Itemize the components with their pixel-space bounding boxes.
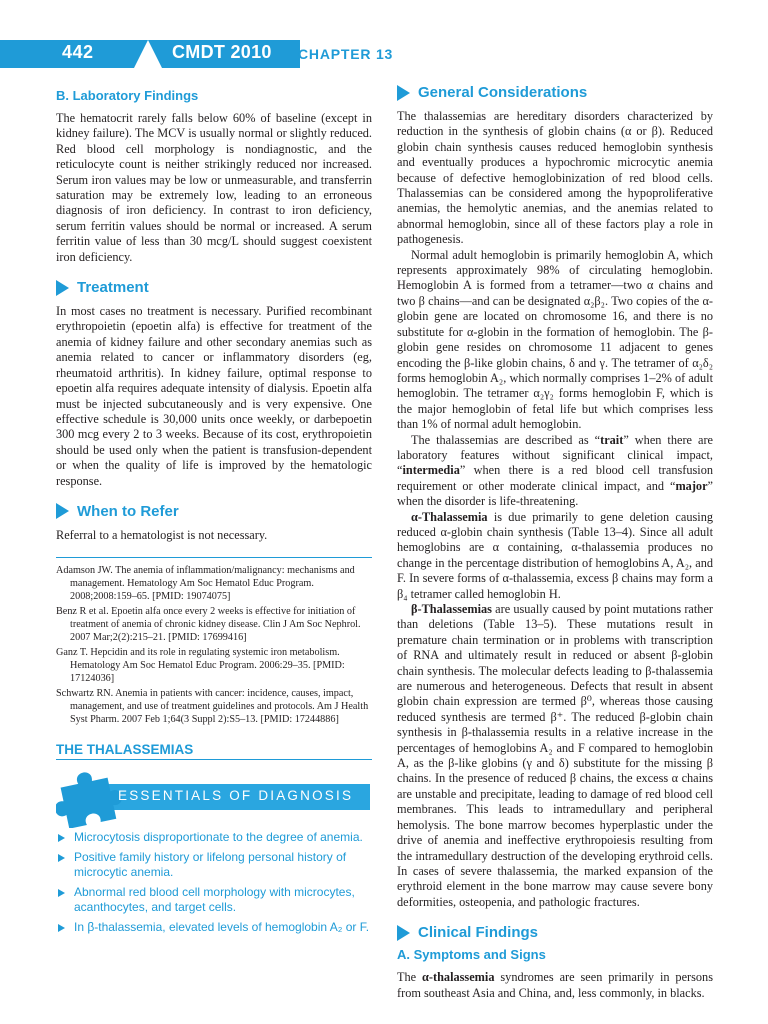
refer-heading — [56, 503, 372, 520]
text-run: syndromes are seen primarily in persons from southeast Asia and China, and, less commonly, in blacks. — [397, 970, 713, 1000]
text-run: The thalassemias are described as “ — [411, 432, 601, 447]
lab-findings-heading: B. Laboratory Findings — [56, 88, 199, 103]
essentials-title: ESSENTIALS OF DIAGNOSIS — [118, 788, 354, 804]
bullet-icon — [58, 834, 65, 842]
essentials-item — [56, 830, 372, 845]
symptoms-paragraph — [397, 970, 713, 1001]
essentials-banner — [56, 778, 372, 816]
text-run: ” when there are laboratory features without significant clinical impact, “ — [397, 432, 714, 478]
reference-item: Benz R et al. Epoetin alfa once every 2 weeks is effective for initiation of treatment of anemia of chronic kidney disease. Clin J Am Soc Nephrol. 2007 Mar;2(2):215–21. [PMID: 17699416] — [56, 606, 361, 644]
left-column — [56, 84, 372, 940]
general-paragraph-1: The thalassemias are hereditary disorders characterized by reduction in the synthesis of globin chains (α or β). Reduced globin chain synthesis causes reduced hemoglobin synthesis and eventually produces a hypochromic microcytic anemia because of defective hemoglobinization of red blood cells. Thalassemias can be considered among the hypoproliferative anemias, the hemolytic anemias, and the anemias related to abnormal hemoglobin, since all of these factors play a role in pathogenesis. — [397, 109, 713, 247]
lab-findings-text: The hematocrit rarely falls below 60% of baseline (except in kidney failure). The MCV is usually normal or slightly reduced. Red blood cell morphology is nondiagnostic, and the reticulocyte count is neither strikingly reduced nor increased. Serum iron values may be low or unmeasurable, and transferrin saturation may be extremely low, leading to an erroneous diagnosis of iron deficiency. In contrast to iron deficiency, serum ferritin values should be normal or increased. A serum ferritin value of less than 30 mcg/L should suggest coexistent iron deficiency. — [56, 111, 372, 264]
clinical-heading-label: Clinical Findings — [418, 924, 539, 942]
reference-item: Schwartz RN. Anemia in patients with cancer: incidence, causes, impact, management, and use of treatment guidelines and protocols. Am J Health Syst Pharm. 2007 Feb 1;64(3 Suppl 2):S5–13. [PMID: 17244886] — [56, 688, 369, 726]
essentials-item — [56, 850, 372, 880]
text-run: ” when the disorder is life-threatening. — [397, 478, 713, 509]
symptoms-heading: A. Symptoms and Signs — [397, 947, 546, 963]
text-run: is due primarily to gene deletion causing reduced α-globin chain synthesis (Table 13–4). Since all adult hemoglobins are α containing, α-thalassemia produces no change in the percentage distribution of hemoglobins A, A₂, and F. In severe forms of α-thalassemia, excess β chains may form a β₄ tetramer called hemoglobin H. — [397, 509, 713, 601]
general-paragraph-2: Normal adult hemoglobin is primarily hemoglobin A, which represents approximately 98% of circulating hemoglobin. Hemoglobin A is formed from a tetramer—two α chains and two β chains—and can be designated α₂β₂. Two copies of the α-globin gene are located on chromosome 16, and there is no substitute for α-globin in the formation of hemoglobin. The β-globin gene resides on chromosome 11 adjacent to genes encoding the β-like globin chains, δ and γ. The tetramer of α₂δ₂ forms hemoglobin A₂, which normally comprises 1–2% of adult hemoglobin. The tetramer α₂γ₂ forms hemoglobin F, which is the major hemoglobin of fetal life but which comprises less than 1% of normal adult hemoglobin. — [397, 247, 713, 432]
term-major: major — [675, 478, 708, 493]
essentials-item-text: In β-thalassemia, elevated levels of hemoglobin A₂ or F. — [74, 920, 370, 935]
essentials-item-text: Abnormal red blood cell morphology with microcytes, acanthocytes, and target cells. — [74, 885, 355, 915]
treatment-heading — [56, 279, 372, 296]
right-column — [397, 84, 713, 1001]
term-trait: trait — [600, 432, 624, 447]
page-header — [0, 0, 768, 70]
thalassemias-heading: THE THALASSEMIAS — [56, 742, 372, 760]
general-paragraph-3 — [397, 433, 713, 510]
bullet-icon — [58, 924, 65, 932]
section-arrow-icon — [397, 85, 410, 101]
reference-item: Ganz T. Hepcidin and its role in regulating systemic iron metabolism. Hematology Am Soc Hematol Educ Program. 2006:29–35. [PMID: 17124036] — [56, 647, 345, 685]
reference-item: Adamson JW. The anemia of inflammation/malignancy: mechanisms and management. Hematology Am Soc Hematol Educ Program. 2008;2008:159–65. [PMID: 19074075] — [56, 565, 355, 603]
essentials-item — [56, 885, 372, 915]
refer-heading-label: When to Refer — [77, 502, 179, 520]
clinical-heading — [397, 924, 713, 941]
essentials-item-text: Microcytosis disproportionate to the degree of anemia. — [74, 830, 363, 845]
term-intermedia: intermedia — [402, 463, 460, 478]
term-alpha-thalassemia: α-thalassemia — [422, 970, 495, 985]
term-alpha-thalassemia: α-Thalassemia — [411, 509, 488, 524]
chapter-label: CHAPTER 13 — [298, 46, 394, 62]
essentials-list — [56, 830, 372, 935]
term-beta-thalassemias: β-Thalassemias — [411, 602, 492, 616]
general-heading-label: General Considerations — [418, 84, 588, 101]
text-run: are usually caused by point mutations rather than deletions (Table 13–5). These mutations result in premature chain termination or in problems with transcription of RNA and ultimately result in reduced or absent β-globin chain synthesis. The molecular defects leading to β-thalassemia are numerous and heterogeneous. Defects that result in absent globin chain expression are termed β⁰, whereas those causing reduced synthesis are termed β⁺. The reduced β-globin chain synthesis in β-thalassemia results in a relative increase in the percentages of hemoglobins A₂ and F compared to hemoglobin A, as the β-like globins (γ and δ) substitute for the missing β chains. In the presence of reduced β chains, the excess α chains are unstable and precipitate, leading to damage of red blood cell membranes. This leads to intramedullary and peripheral hemolysis. The bone marrow becomes hyperplastic under the drive of anemia and ineffective erythropoiesis resulting from the intramedullary destruction of the developing erythroid cells. In cases of severe thalassemia, the marked expansion of the erythroid element in the bone marrow may cause severe bony deformities, osteopenia, and pathologic fractures. — [397, 602, 713, 909]
puzzle-piece-icon — [56, 768, 126, 828]
essentials-item-text: Positive family history or lifelong personal history of microcytic anemia. — [74, 850, 347, 880]
section-arrow-icon — [56, 503, 69, 519]
general-heading — [397, 84, 713, 101]
treatment-text: In most cases no treatment is necessary. Purified recombinant erythropoietin (epoetin alfa) is effective for treatment of the anemia of kidney failure and other secondary anemias such as anemia related to cancer or inflammatory disorders (eg, rheumatoid arthritis). In kidney failure, optimal response to epoetin alfa requires adequate intensity of dialysis. Epoetin alfa must be injected subcutaneously and is very expensive. One effective schedule is 30,000 units once weekly, or darbepoetin 300 mcg every 2 to 3 weeks. Because of its cost, erythropoietin should be used only when the patient is transfusion-dependent or when the quality of life is improved by the hematologic response. — [56, 304, 372, 488]
essentials-item — [56, 920, 372, 935]
treatment-heading-label: Treatment — [77, 279, 149, 297]
refer-text: Referral to a hematologist is not necessary. — [56, 527, 268, 542]
alpha-thalassemia-paragraph — [397, 510, 713, 602]
header-notch — [134, 40, 162, 68]
bullet-icon — [58, 889, 65, 897]
section-arrow-icon — [56, 280, 69, 296]
text-run: ” when there is a red blood cell transfusion requirement or other moderate clinical impact, and “ — [397, 463, 713, 493]
text-run: The — [397, 970, 423, 985]
section-arrow-icon — [397, 925, 410, 941]
book-title: CMDT 2010 — [172, 42, 272, 62]
page-number: 442 — [62, 42, 94, 62]
bullet-icon — [58, 854, 65, 862]
beta-thalassemia-paragraph — [397, 602, 713, 910]
references-list — [56, 557, 372, 726]
